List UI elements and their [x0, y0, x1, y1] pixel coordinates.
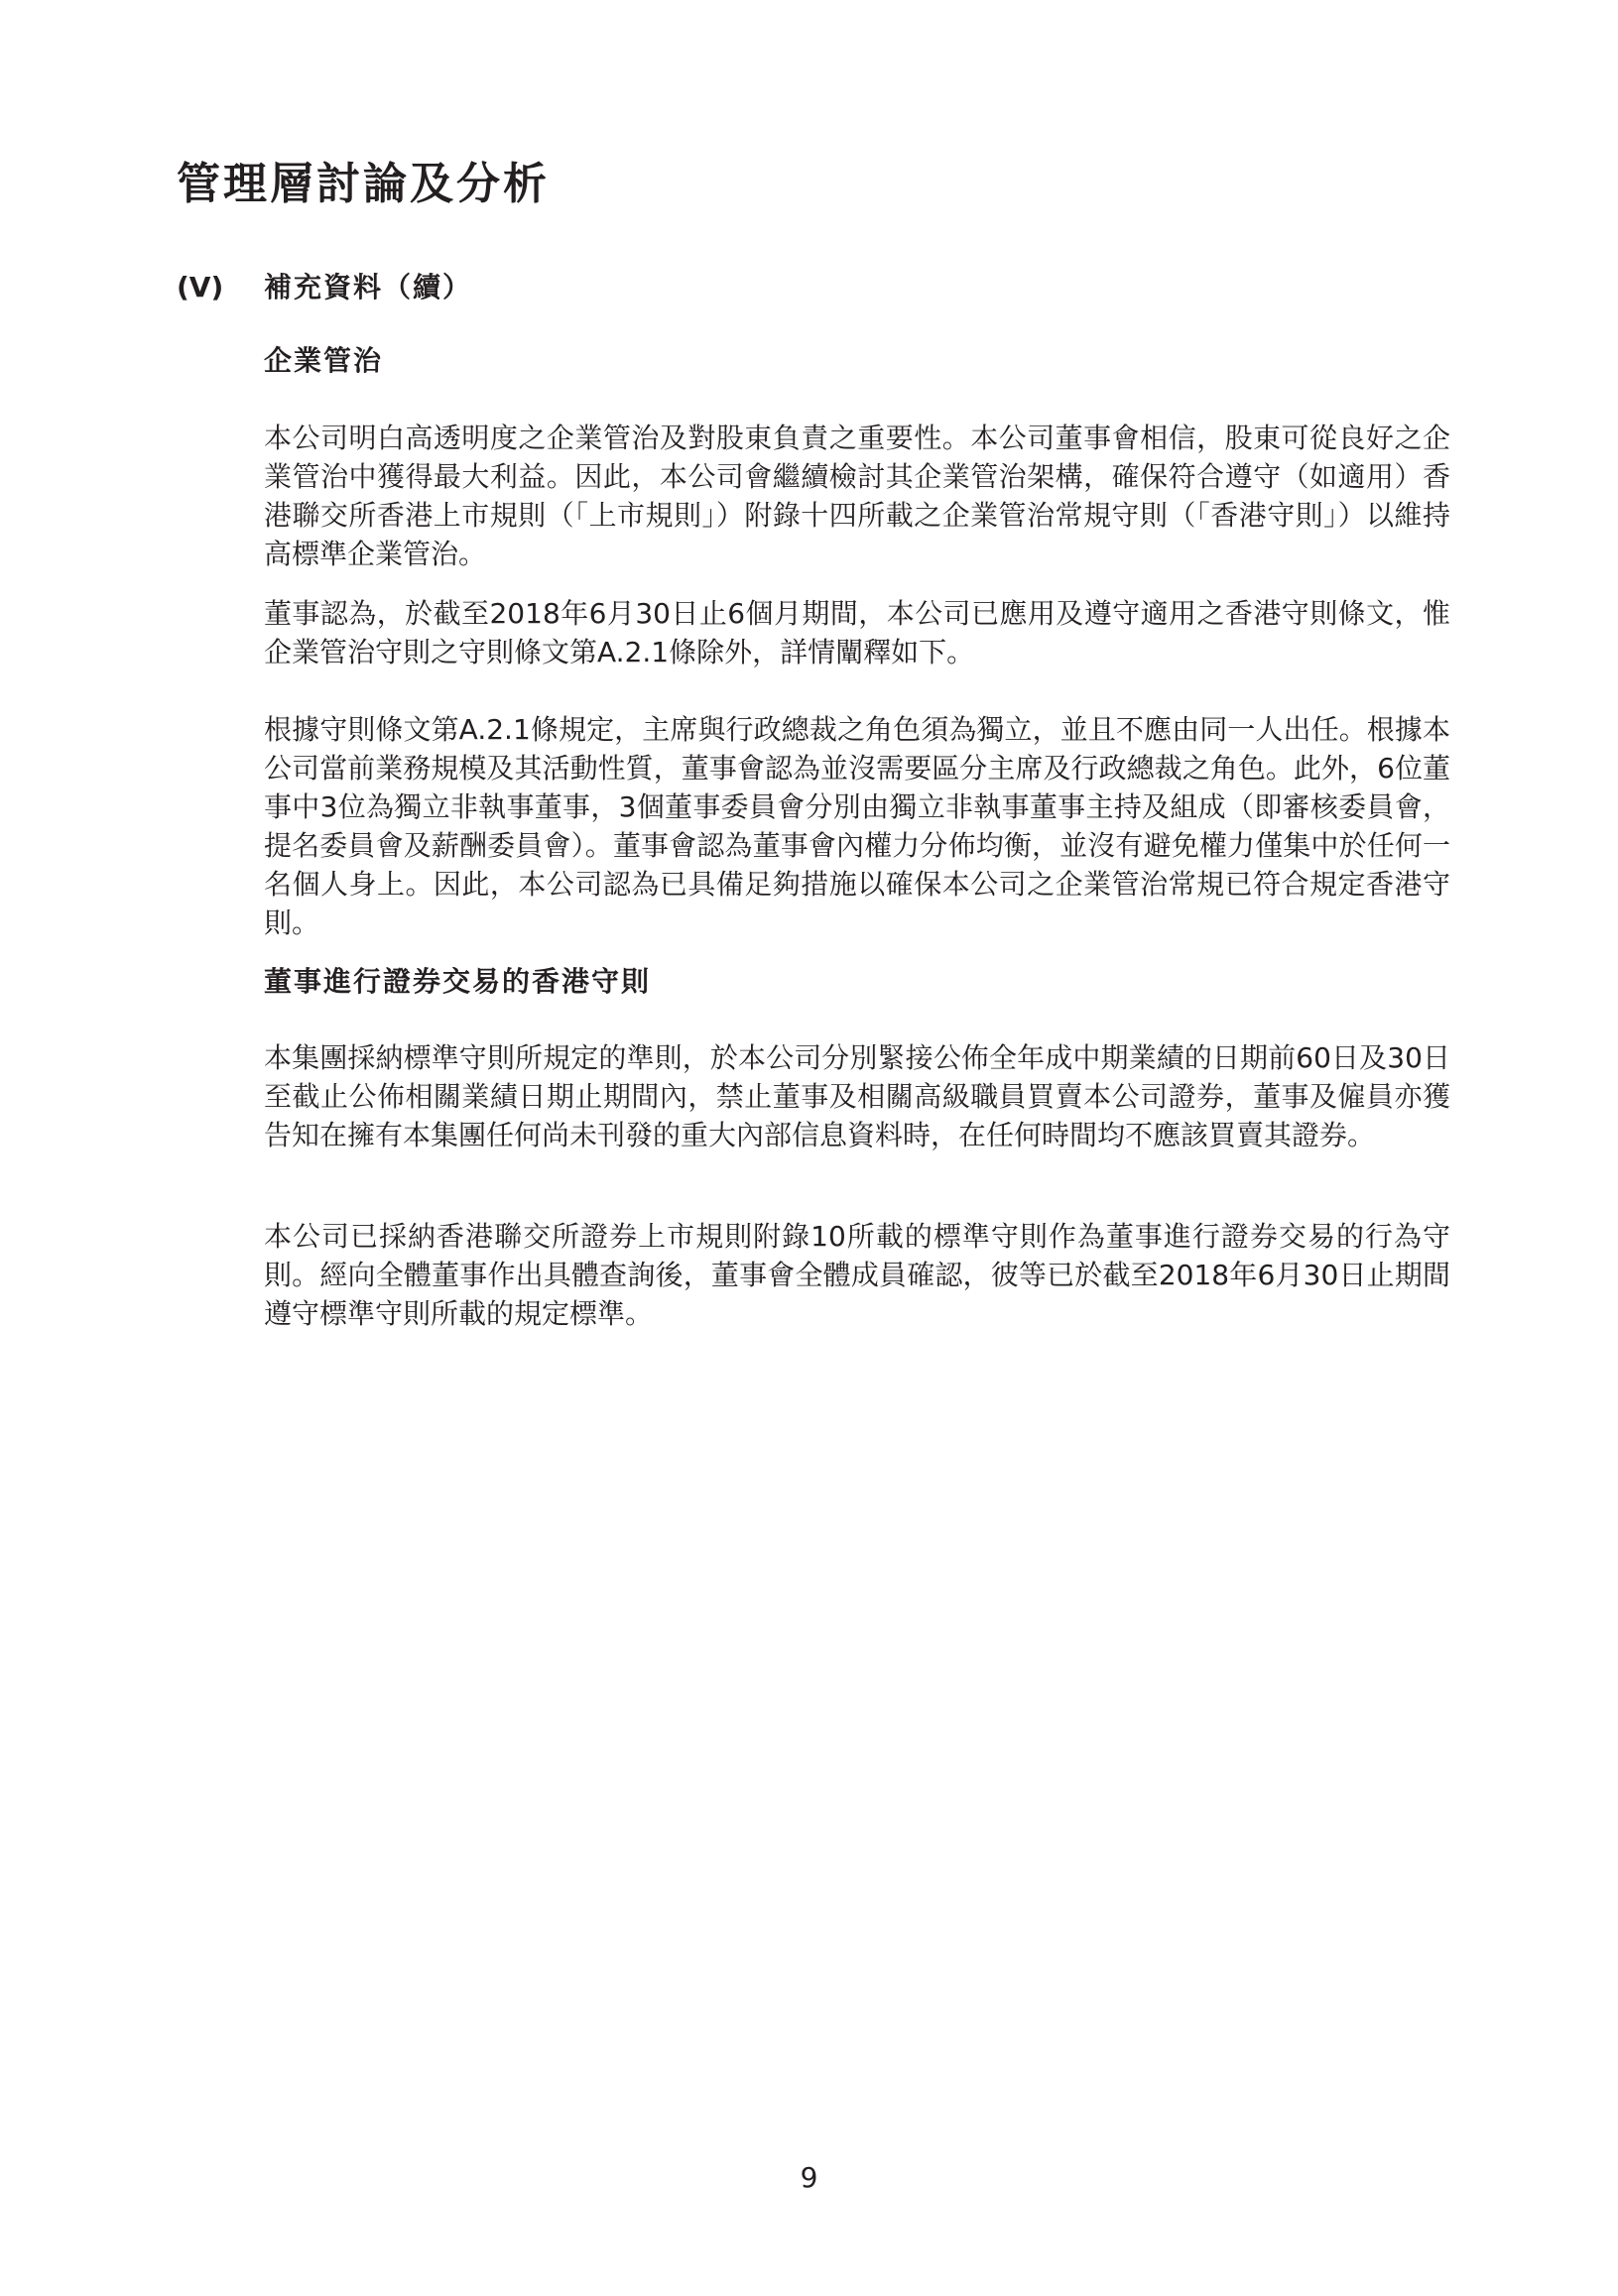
section-header	[177, 268, 472, 307]
section-number: (V)	[177, 271, 224, 303]
securities-code-paragraph-1: 本集團採納標準守則所規定的準則，於本公司分別緊接公佈全年成中期業績的日期前60日及30日至截止公佈相關業績日期止期間內，禁止董事及相關高級職員買賣本公司證券，董事及僱員亦獲告知在擁有本集團任何尚未刊發的重大內部信息資料時，在任何時間均不應該買賣其證券。	[264, 1041, 1450, 1151]
page-number: 9	[800, 2161, 818, 2194]
securities-code-heading: 董事進行證券交易的香港守則	[264, 965, 652, 998]
corporate-governance-paragraph-2: 董事認為，於截至2018年6月30日止6個月期間，本公司已應用及遵守適用之香港守則條文，惟企業管治守則之守則條文第A.2.1條除外，詳情闡釋如下。	[264, 597, 1450, 668]
corporate-governance-heading: 企業管治	[264, 344, 384, 377]
securities-code-paragraph-2: 本公司已採納香港聯交所證券上市規則附錄10所載的標準守則作為董事進行證券交易的行為守則。經向全體董事作出具體查詢後，董事會全體成員確認，彼等已於截至2018年6月30日止期間遵守標準守則所載的規定標準。	[264, 1220, 1450, 1330]
page-title: 管理層討論及分析	[177, 159, 550, 209]
section-title: 補充資料（續）	[264, 271, 473, 303]
corporate-governance-paragraph-1: 本公司明白高透明度之企業管治及對股東負責之重要性。本公司董事會相信，股東可從良好之企業管治中獲得最大利益。因此，本公司會繼續檢討其企業管治架構，確保符合遵守（如適用）香港聯交所香港上市規則（「上市規則」）附錄十四所載之企業管治常規守則（「香港守則」）以維持高標準企業管治。	[264, 422, 1450, 570]
corporate-governance-paragraph-3: 根據守則條文第A.2.1條規定，主席與行政總裁之角色須為獨立，並且不應由同一人出任。根據本公司當前業務規模及其活動性質，董事會認為並沒需要區分主席及行政總裁之角色。此外，6位董事中3位為獨立非執事董事，3個董事委員會分別由獨立非執事董事主持及組成（即審核委員會，提名委員會及薪酬委員會）。董事會認為董事會內權力分佈均衡，並沒有避免權力僅集中於任何一名個人身上。因此，本公司認為已具備足夠措施以確保本公司之企業管治常規已符合規定香港守則。	[264, 713, 1450, 939]
